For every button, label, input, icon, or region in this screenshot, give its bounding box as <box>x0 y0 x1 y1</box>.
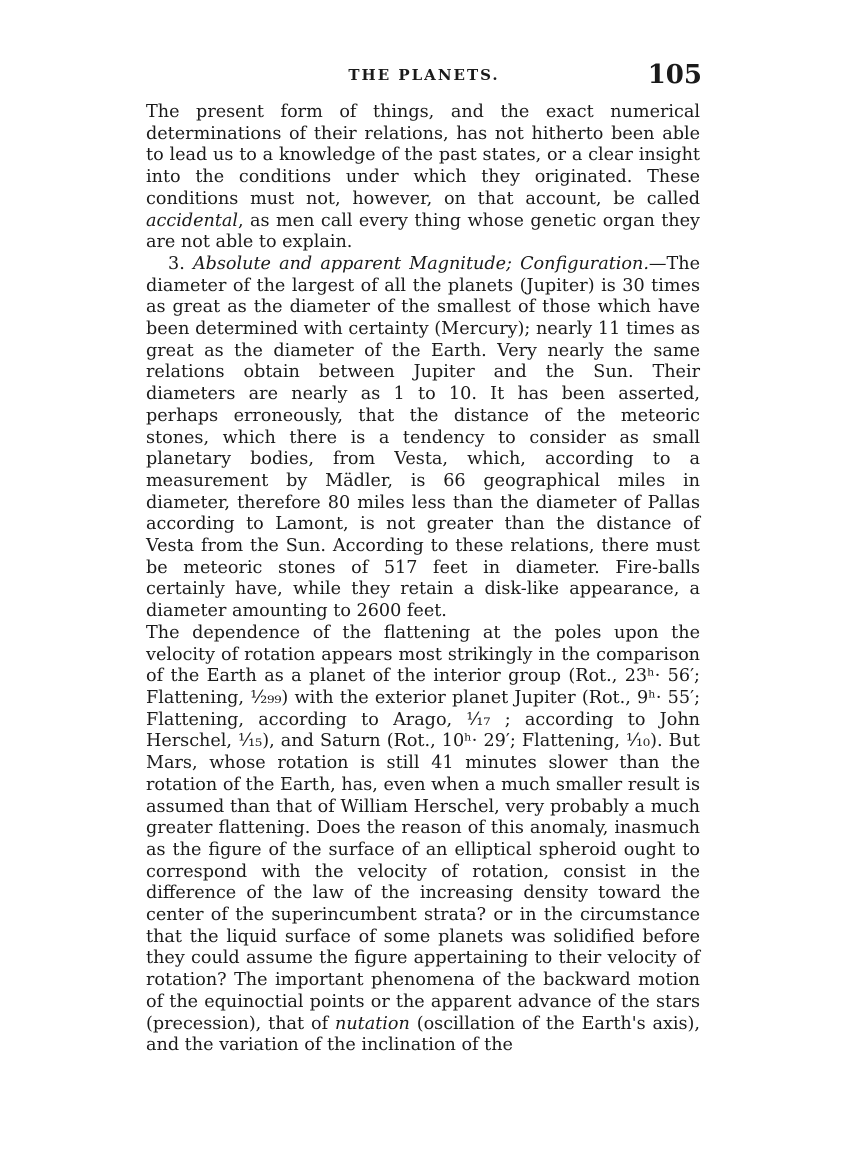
section-title: Absolute and apparent Magnitude; Configuration. <box>192 253 649 274</box>
page-number: 105 <box>647 60 702 90</box>
section-3-paragraph <box>146 254 700 623</box>
running-head: THE PLANETS. <box>348 66 500 84</box>
paragraph-1 <box>146 102 700 254</box>
section-number: 3. <box>168 253 193 274</box>
paragraph-3-text: The dependence of the flattening at the poles upon the velocity of rotation appears most strikingly in the comparison of the Earth as a planet of the interior group (Rot., 23ʰ· 56′; Flattening, ¹⁄₂₉₉) with the exterior planet Jupiter (Rot., 9ʰ· 55′; Flattening, according to Arago, ¹⁄₁₇ ; according to John Herschel, ¹⁄₁₅), and Saturn (Rot., 10ʰ· 29′; Flattening, ¹⁄₁₀). But Mars, whose rotation is still 41 minutes slower than the rotation of the Earth, has, even when a much smaller result is assumed than that of William Herschel, very probably a much greater flattening. Does the reason of this anomaly, inasmuch as the figure of the surface of an elliptical spheroid ought to correspond with the velocity of rotation, consist in the difference of the law of the increasing density toward the center of the superincumbent strata? or in the circumstance that the liquid surface of some planets was solidified before they could assume the figure appertaining to their velocity of rotation? The important phenomena of the backward motion of the equinoctial points or the apparent advance of the stars (precession), that of <box>146 622 700 1034</box>
paragraph-3-end: (oscillation of the Earth's axis), and the variation of the inclination of the <box>146 1013 700 1056</box>
paragraph-3 <box>146 623 700 1057</box>
paragraph-1-text: The present form of things, and the exact numerical determinations of their relations, has not hitherto been able to lead us to a knowledge of the past states, or a clear insight into the conditions under which they originated. These conditions must not, however, on that account, be called <box>146 102 700 209</box>
body-text <box>146 102 700 1057</box>
paragraph-1-emphasis: accidental <box>146 210 239 231</box>
section-3-text: —The diameter of the largest of all the planets (Jupiter) is 30 times as great as the diameter of the smallest of those which have been determined with certainty (Mercury); nearly 11 times as great as the diameter of the Earth. Very nearly the same relations obtain between Jupiter and the Sun. Their diameters are nearly as 1 to 10. It has been asserted, perhaps erroneously, that the distance of the meteoric stones, which there is a tendency to consider as small planetary bodies, from Vesta, which, according to a measurement by Mädler, is 66 geographical miles in diameter, therefore 80 miles less than the diameter of Pallas according to Lamont, is not greater than the distance of Vesta from the Sun. According to these relations, there must be meteoric stones of 517 feet in diameter. Fire-balls certainly have, while they retain a disk-like appearance, a diameter amounting to 2600 feet. <box>146 253 700 622</box>
page-header <box>146 60 702 92</box>
paragraph-1-end: , as men call every thing whose genetic organ they are not able to explain. <box>146 210 700 253</box>
paragraph-3-emphasis: nutation <box>334 1013 410 1034</box>
